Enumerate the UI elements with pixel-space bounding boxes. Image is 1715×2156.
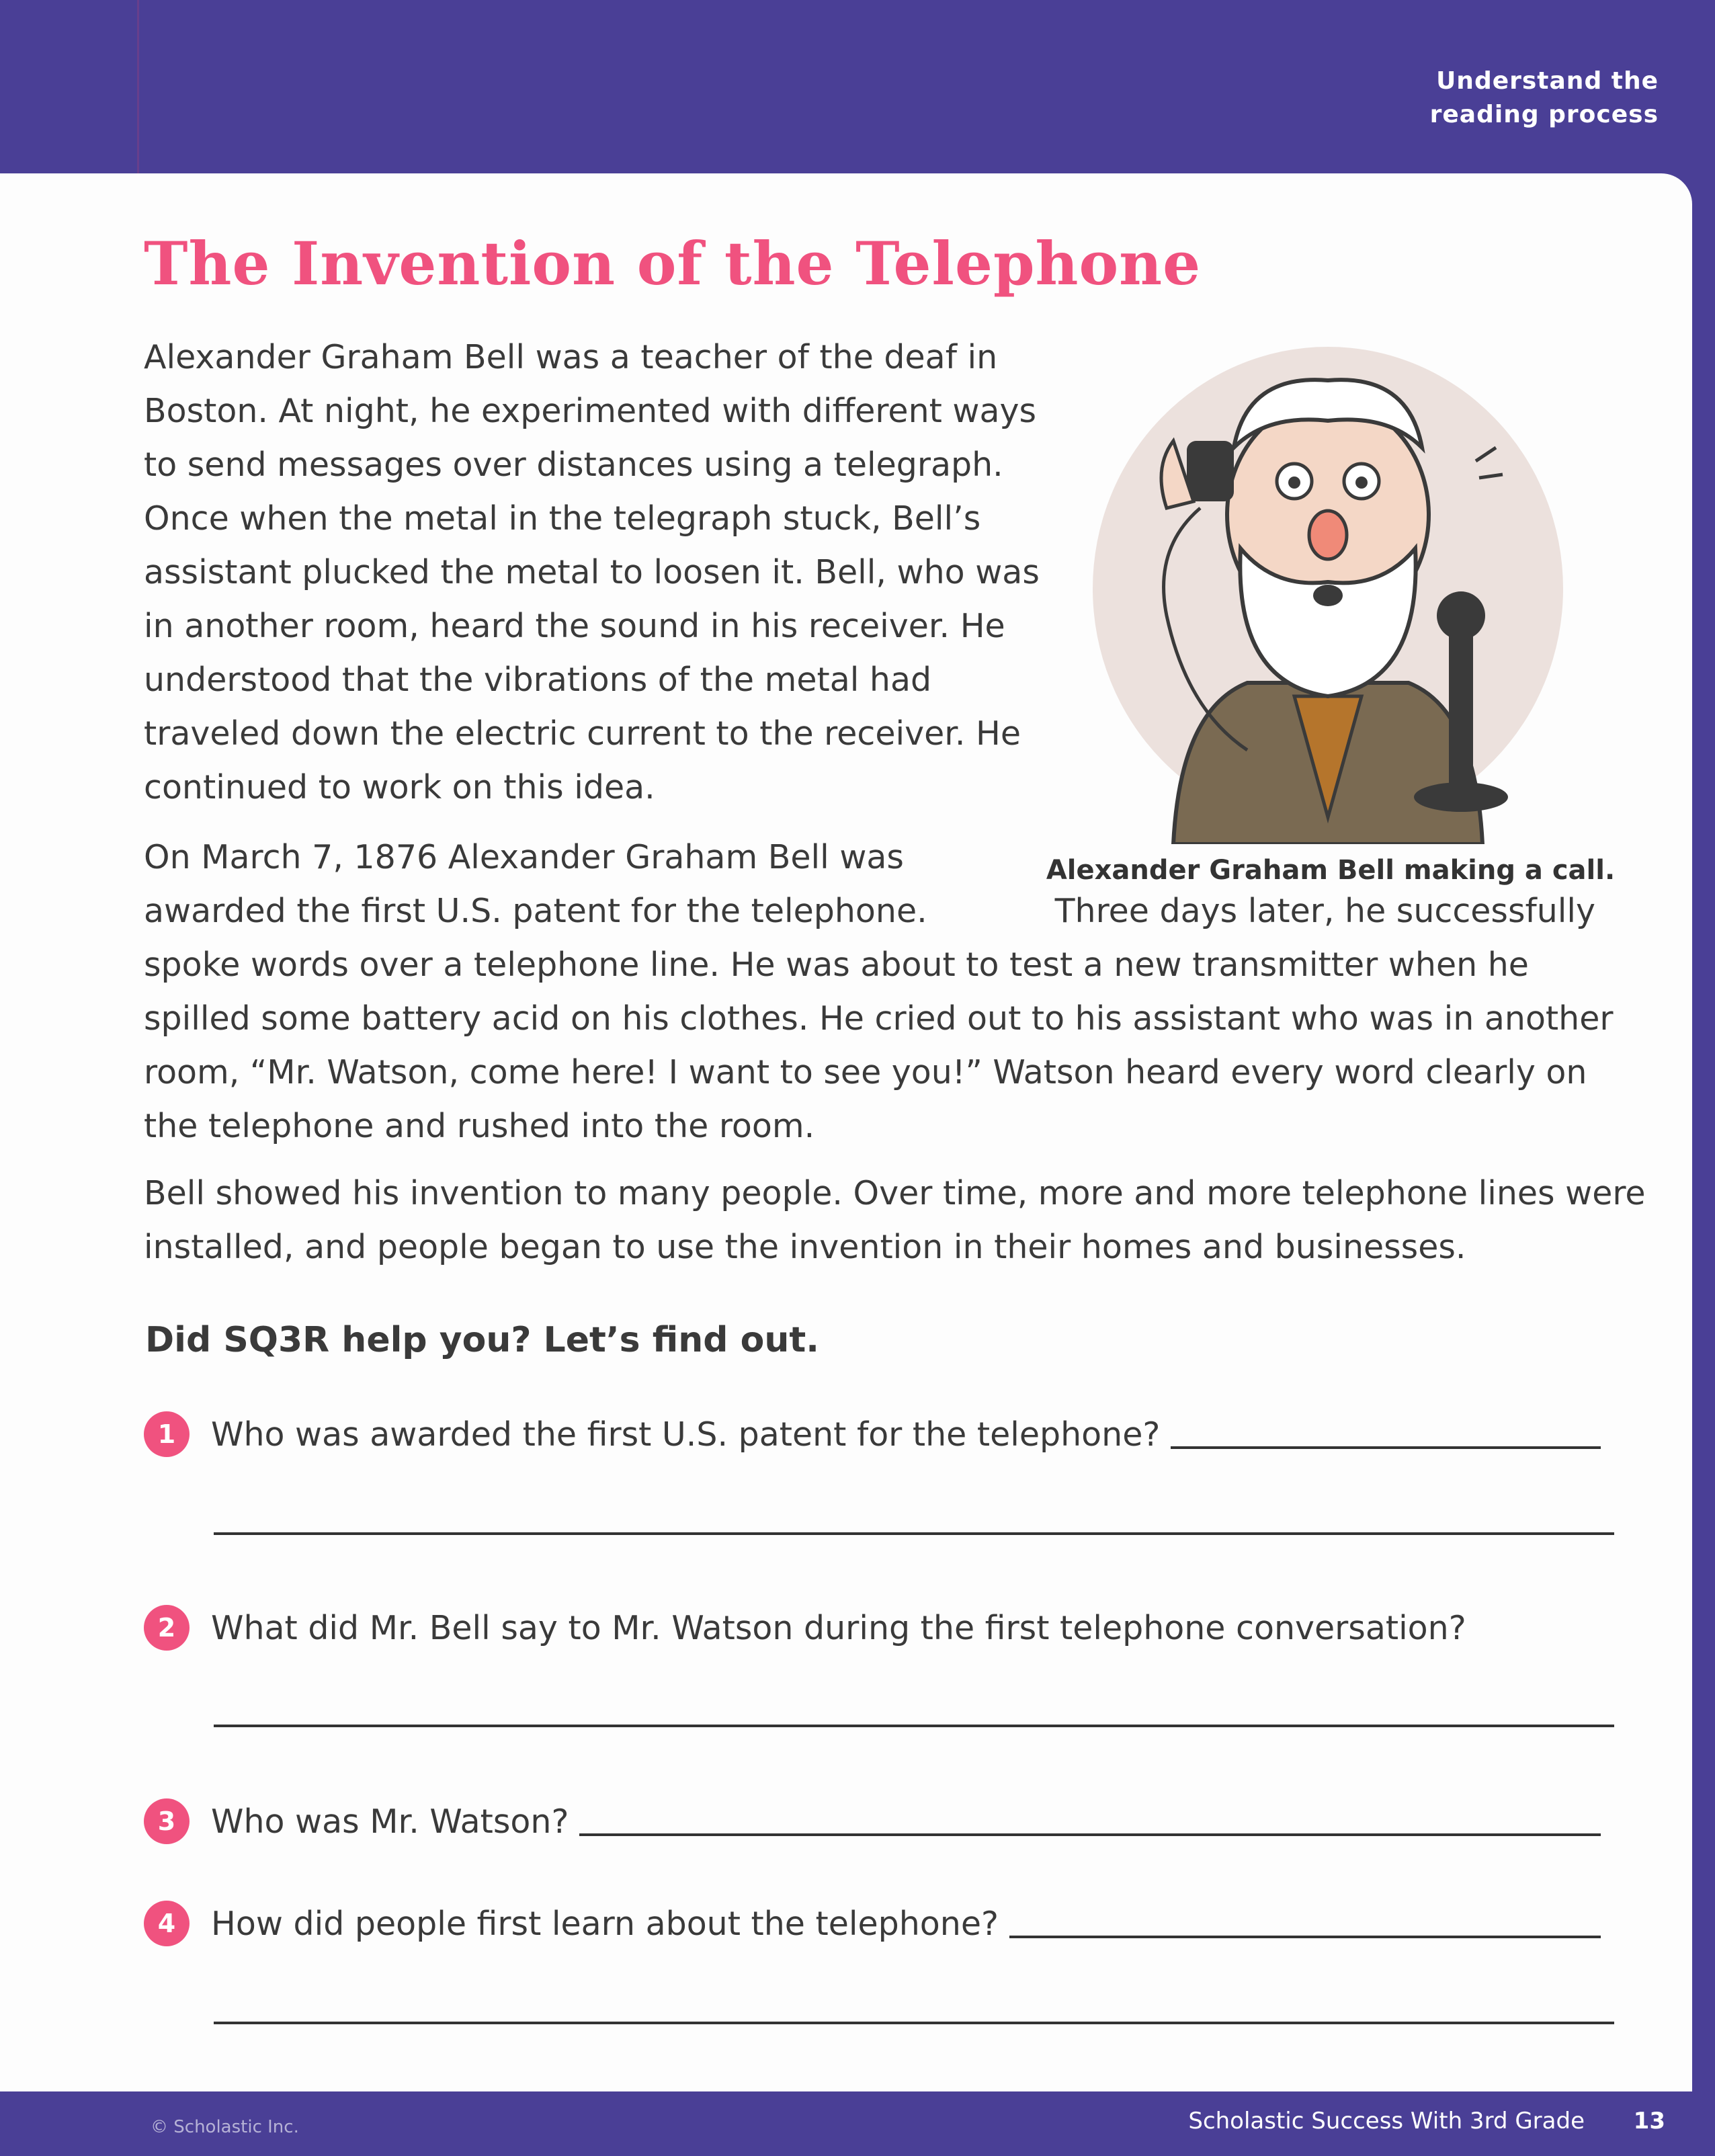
question-3 (144, 1798, 1601, 1844)
passage-paragraph-2-rest: Three days later, he successfully spoke words over a telephone line. He was about to test a new transmitter when he spilled some battery acid on his clothes. He cried out to his assistant who was in another room, “Mr. Watson, come here! I want to see you!” Watson heard every word clearly on the telephone and rushed into the room. (144, 892, 1614, 1145)
question-text: How did people first learn about the telephone? (211, 1904, 999, 1943)
answer-blank[interactable] (579, 1807, 1601, 1836)
answer-line[interactable] (214, 1532, 1614, 1535)
section-tagline (1376, 65, 1659, 132)
copyright: © Scholastic Inc. (151, 2117, 299, 2137)
question-number-badge: 4 (144, 1901, 190, 1946)
page-fold-line (137, 0, 139, 173)
questions-heading: Did SQ3R help you? Let’s find out. (145, 1320, 819, 1360)
answer-blank[interactable] (1171, 1419, 1601, 1449)
bell-illustration (1073, 333, 1583, 844)
answer-blank[interactable] (1009, 1909, 1601, 1938)
question-number-badge: 3 (144, 1798, 190, 1844)
phone-mouthpiece (1437, 591, 1485, 640)
passage-paragraph-3: Bell showed his invention to many people. Over time, more and more telephone lines were installed, and people began to use the invention in their homes and businesses. (144, 1174, 1646, 1266)
question-text: Who was awarded the first U.S. patent for the telephone? (211, 1415, 1161, 1454)
figure-caption: Alexander Graham Bell making a call. (1046, 855, 1616, 886)
candlestick-phone (1449, 629, 1473, 784)
passage-paragraph-1: Alexander Graham Bell was a teacher of the deaf in Boston. At night, he experimented with different ways to send messages over distances using a telegraph. Once when the metal in the telegraph stuck, Bell’s assistant plucked the metal to loosen it. Bell, who was in another room, heard the sound in his receiver. He understood that the vibrations of the metal had traveled down the electric current to the receiver. He continued to work on this idea. (144, 338, 1040, 806)
question-number-badge: 1 (144, 1411, 190, 1457)
question-number-badge: 2 (144, 1605, 190, 1651)
question-text: What did Mr. Bell say to Mr. Watson during the first telephone conversation? (211, 1608, 1466, 1647)
page-number: 13 (1633, 2108, 1665, 2134)
answer-line[interactable] (214, 2022, 1614, 2024)
question-1 (144, 1411, 1601, 1457)
page-title: The Invention of the Telephone (144, 229, 1202, 298)
question-4 (144, 1901, 1601, 1946)
nose (1309, 511, 1347, 559)
phone-base (1414, 782, 1508, 812)
tagline-line-2: reading process (1429, 101, 1659, 128)
earpiece (1187, 441, 1234, 501)
answer-line[interactable] (214, 1725, 1614, 1727)
passage-paragraph-2-intro: On March 7, 1876 Alexander Graham Bell was awarded the first U.S. patent for the telephone. (144, 838, 927, 930)
tagline-line-1: Understand the (1436, 67, 1659, 95)
series-title: Scholastic Success With 3rd Grade (1188, 2108, 1585, 2134)
mouth (1313, 585, 1343, 606)
question-2 (144, 1605, 1466, 1651)
question-text: Who was Mr. Watson? (211, 1802, 569, 1841)
